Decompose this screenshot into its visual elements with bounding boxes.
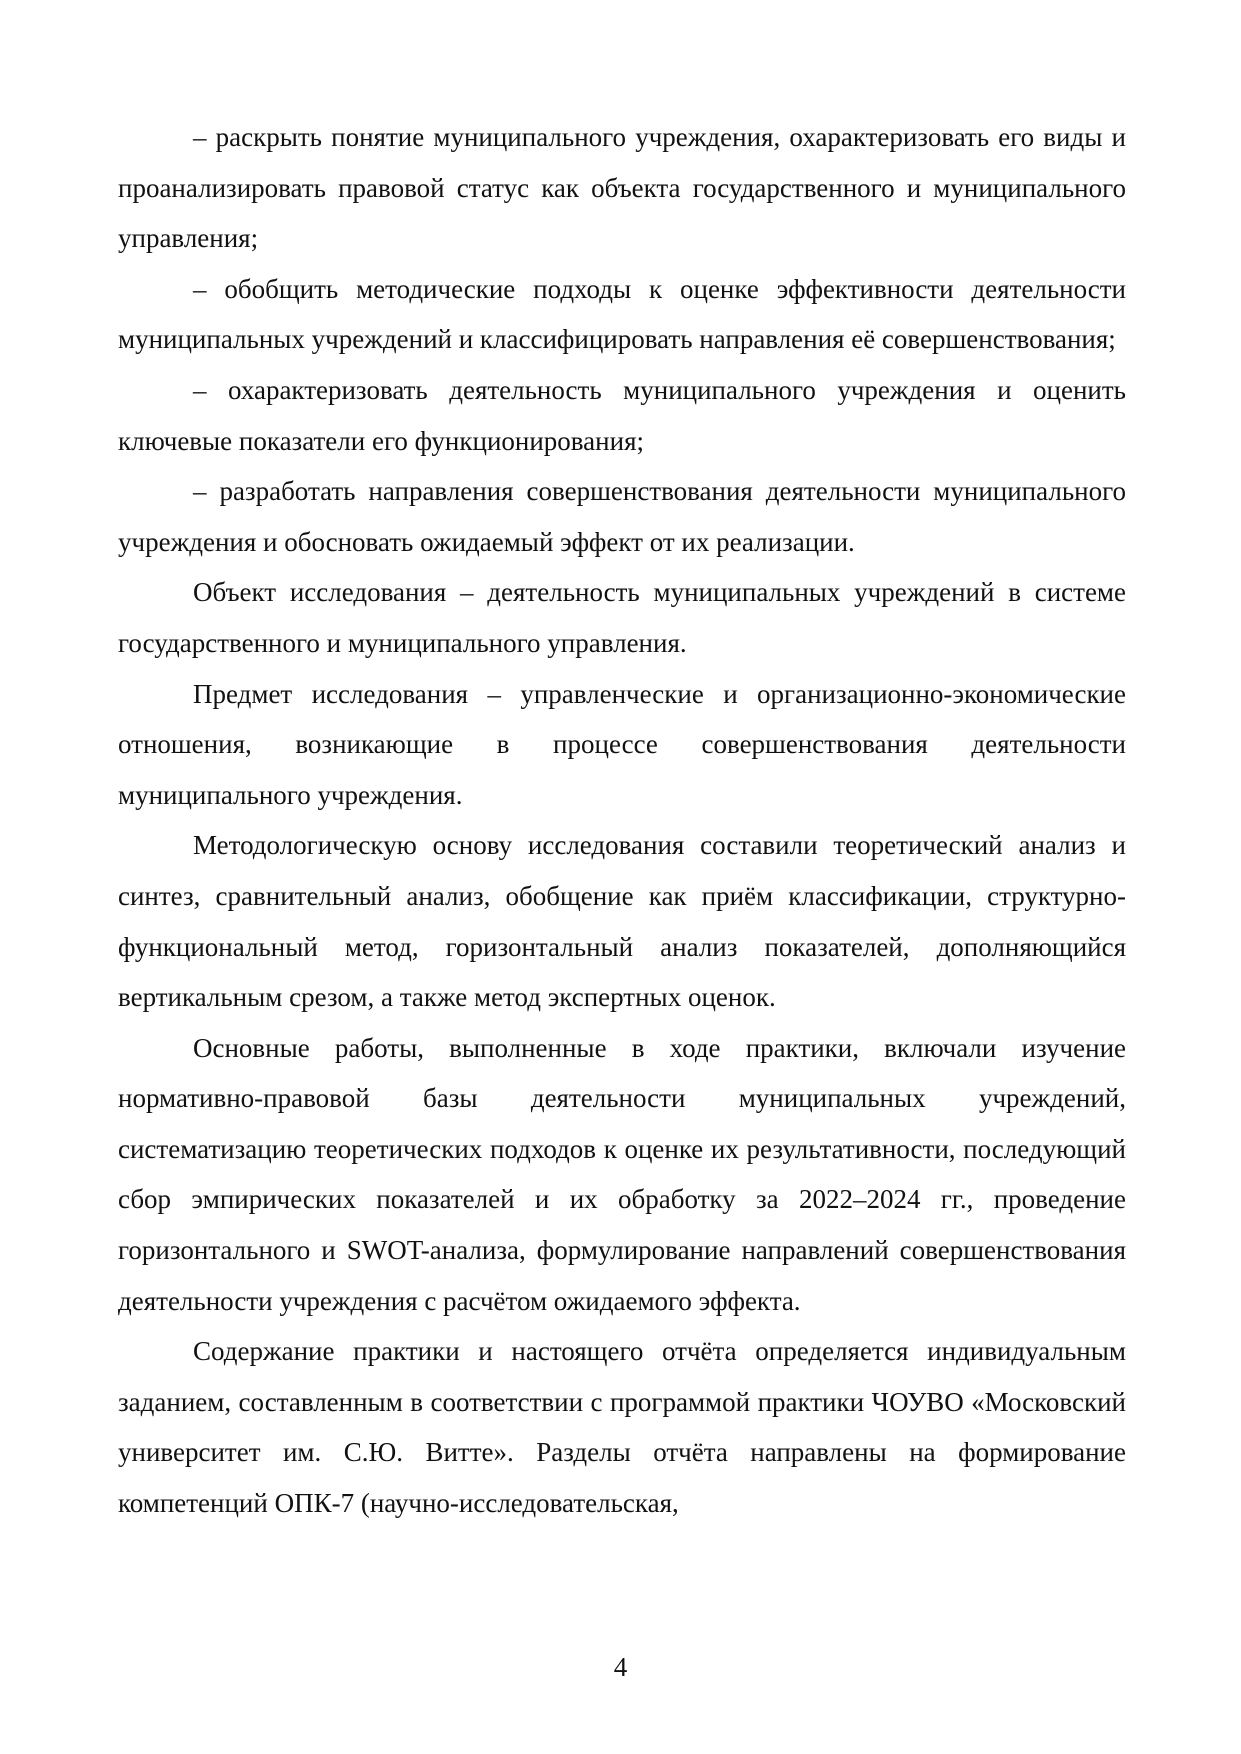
task-item-4: – разработать направления совершенствования деятельности муниципального учреждения и обосновать ожидаемый эффект от их реализации. — [118, 476, 1126, 557]
practice-content-paragraph: Содержание практики и настоящего отчёта определяется индивидуальным заданием, составленным в соответствии с программой практики ЧОУВО «Московский университет им. С.Ю. Витте». Разделы отчёта направлены на формирование компетенций ОПК-7 (научно-исследовательская, — [118, 1336, 1126, 1519]
task-item-1: – раскрыть понятие муниципального учреждения, охарактеризовать его виды и проанализировать правовой статус как объекта государственного и муниципального управления; — [118, 122, 1126, 254]
task-item-2: – обобщить методические подходы к оценке эффективности деятельности муниципальных учреждений и классифицировать направления её совершенствования; — [118, 273, 1126, 355]
body-text — [118, 112, 1126, 1529]
research-object-paragraph: Объект исследования – деятельность муниципальных учреждений в системе государственного и муниципального управления. — [118, 577, 1126, 658]
main-work-paragraph: Основные работы, выполненные в ходе практики, включали изучение нормативно-правовой базы деятельности муниципальных учреждений, систематизацию теоретических подходов к оценке их результативности, последующий сбор эмпирических показателей и их обработку за 2022–2024 гг., проведение горизонтального и SWOT-анализа, формулирование направлений совершенствования деятельности учреждения с расчётом ожидаемого эффекта. — [118, 1032, 1126, 1316]
task-item-3: – охарактеризовать деятельность муниципального учреждения и оценить ключевые показатели его функционирования; — [118, 374, 1126, 456]
page-number: 4 — [613, 1652, 628, 1682]
methodology-paragraph: Методологическую основу исследования составили теоретический анализ и синтез, сравнительный анализ, обобщение как приём классификации, структурно-функциональный метод, горизонтальный анализ показателей, дополняющийся вертикальным срезом, а также метод экспертных оценок. — [118, 830, 1126, 1013]
research-subject-paragraph: Предмет исследования – управленческие и организационно-экономические отношения, возникающие в процессе совершенствования деятельности муниципального учреждения. — [118, 678, 1126, 810]
